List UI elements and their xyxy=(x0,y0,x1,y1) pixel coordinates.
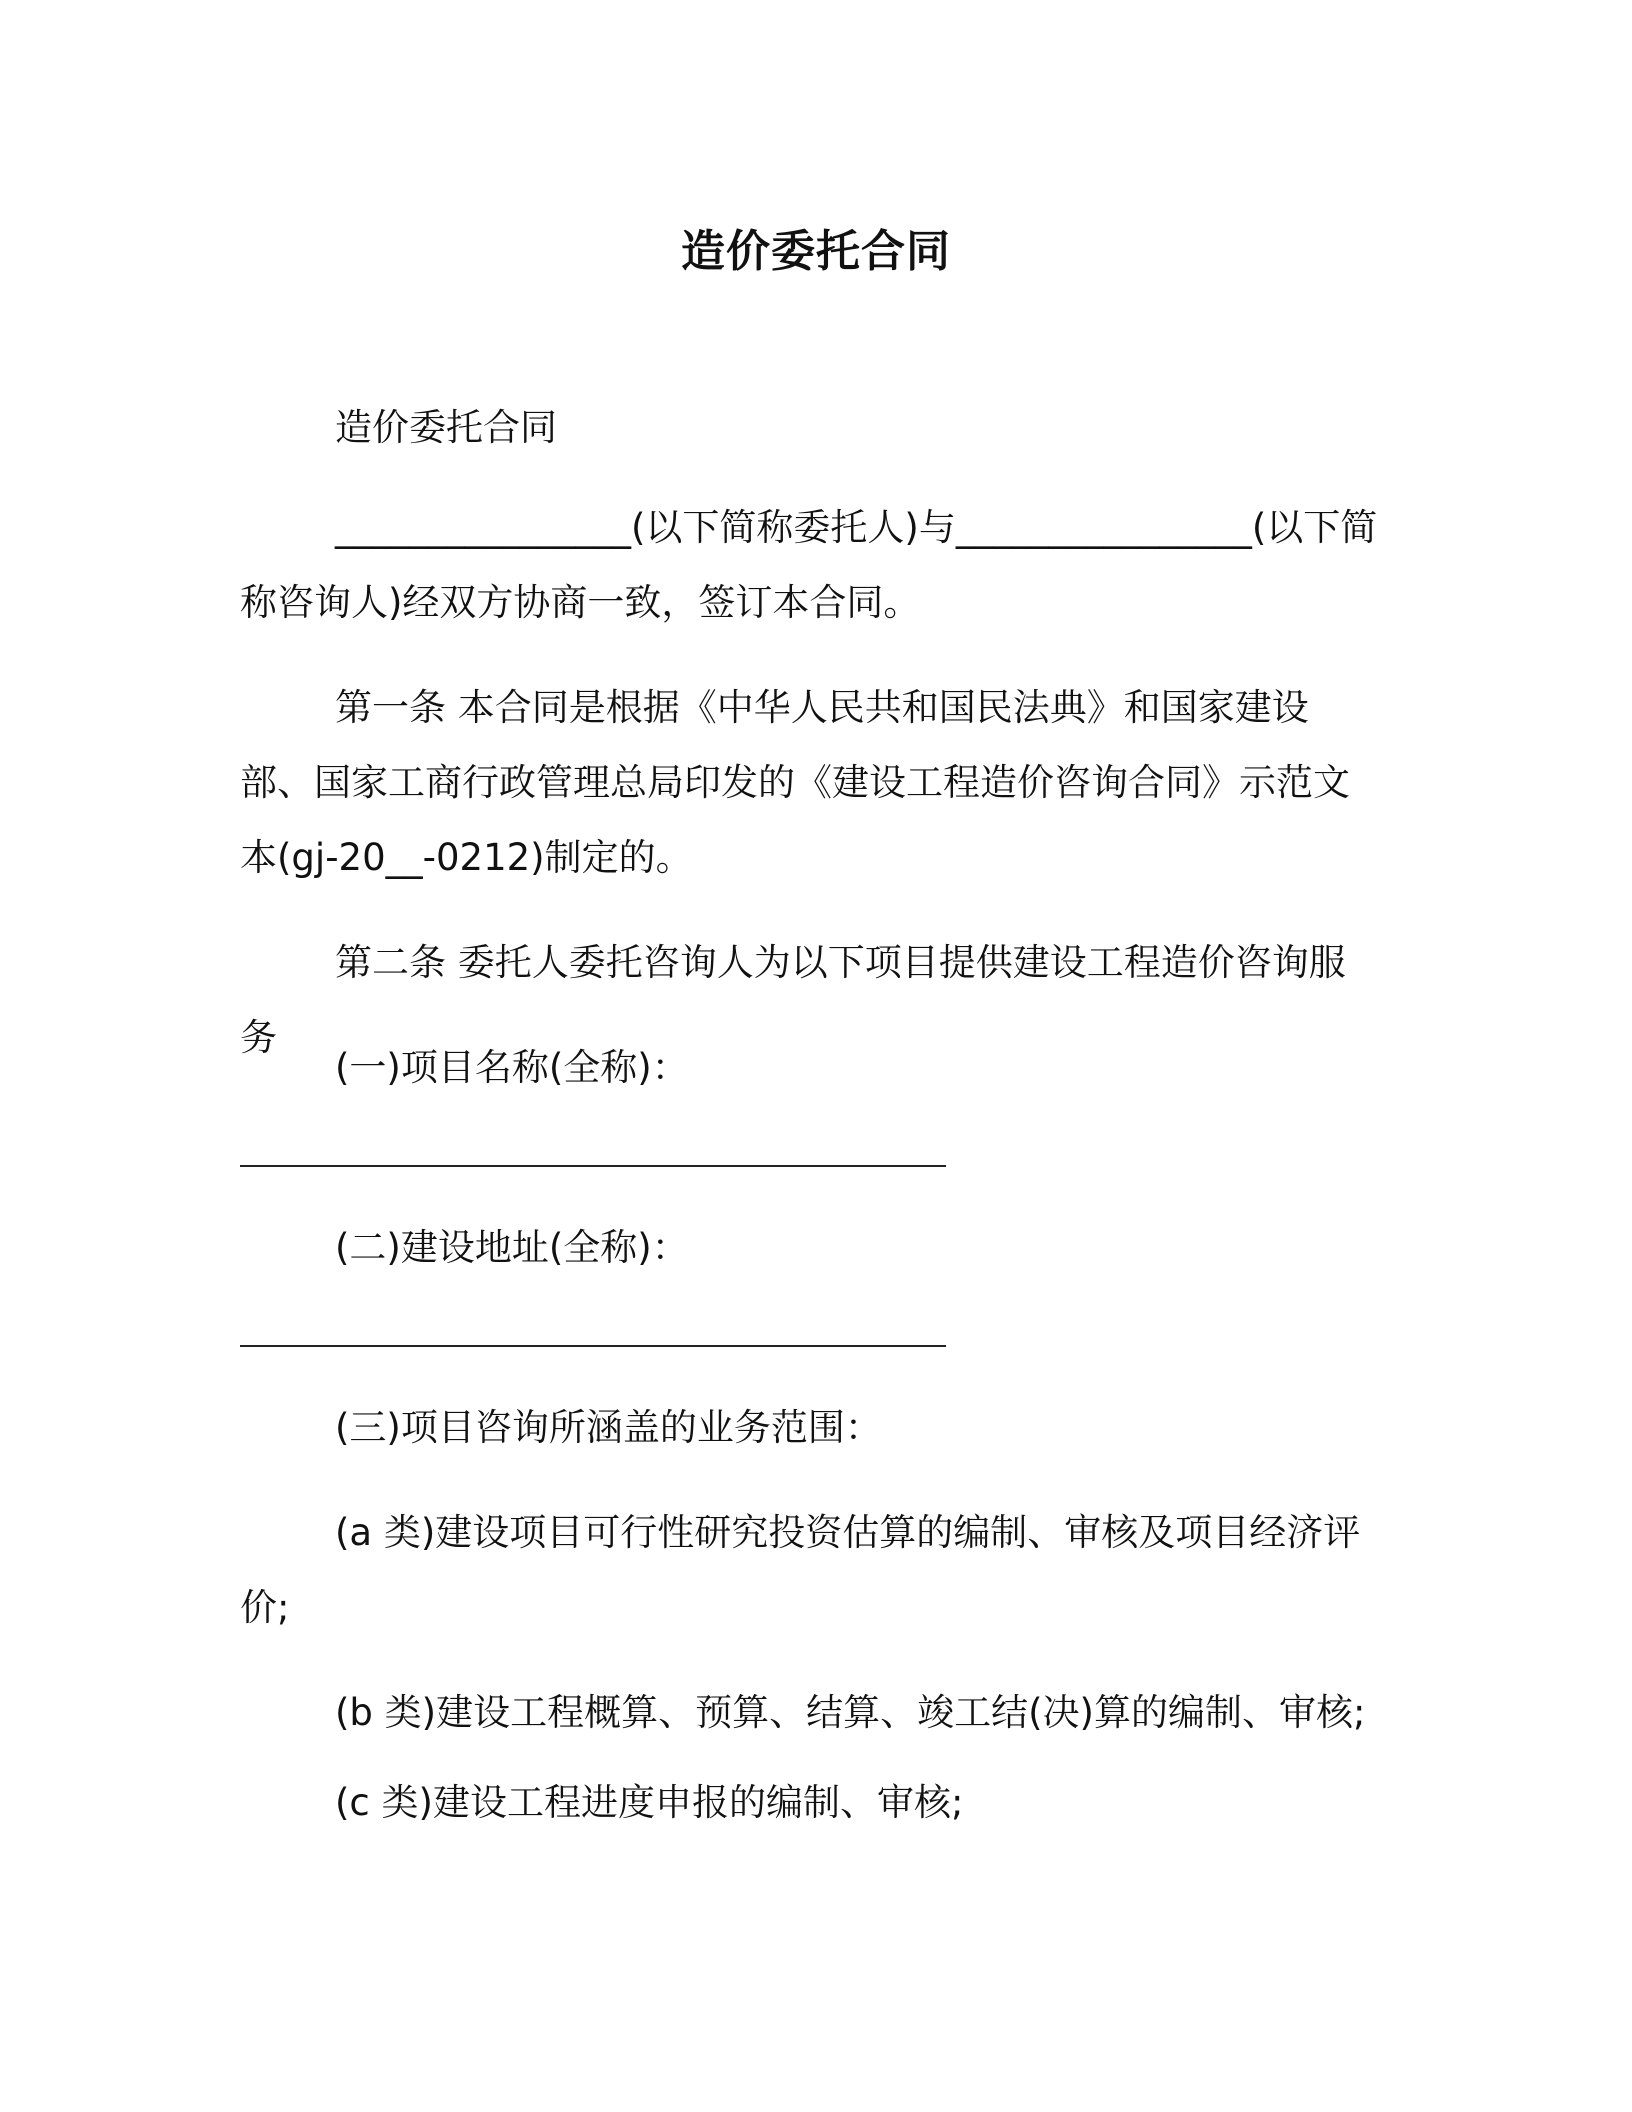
paragraph-address: (二)建设地址(全称)： xyxy=(335,1226,689,1269)
paragraph-scope-c: (c 类)建设工程进度申报的编制、审核; xyxy=(335,1781,964,1824)
paragraph-parties: ________________(以下简称委托人)与________________(以下简称咨询人)经双方协商一致，签订本合同。 xyxy=(240,506,1378,624)
paragraph-article-1: 第一条 本合同是根据《中华人民共和国民法典》和国家建设部、国家工商行政管理总局印发的《建设工程造价咨询合同》示范文本(gj-20__-0212)制定的。 xyxy=(240,686,1350,879)
paragraph-scope-a: (a 类)建设项目可行性研究投资估算的编制、审核及项目经济评价; xyxy=(240,1511,1361,1629)
paragraph-business-scope: (三)项目咨询所涵盖的业务范围： xyxy=(335,1406,882,1449)
paragraph-heading: 造价委托合同 xyxy=(335,406,557,449)
address-blank-line xyxy=(240,1345,946,1347)
document-title: 造价委托合同 xyxy=(681,226,951,277)
project-name-blank-line xyxy=(240,1165,946,1167)
paragraph-project-name: (一)项目名称(全称)： xyxy=(335,1046,689,1089)
paragraph-scope-b: (b 类)建设工程概算、预算、结算、竣工结(决)算的编制、审核; xyxy=(335,1691,1366,1734)
paragraph-article-2: 第二条 委托人委托咨询人为以下项目提供建设工程造价咨询服务 xyxy=(240,941,1346,1059)
